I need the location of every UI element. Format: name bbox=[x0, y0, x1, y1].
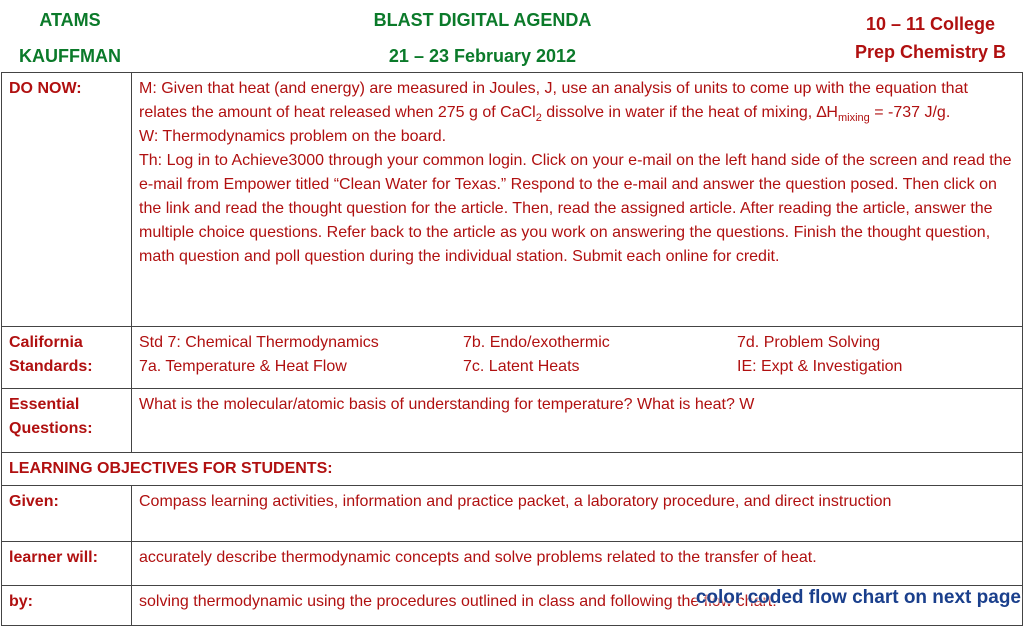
standard-item: Std 7: Chemical Thermodynamics bbox=[139, 334, 379, 351]
given-label: Given: bbox=[2, 486, 132, 542]
course-name-line1: 10 – 11 College bbox=[865, 14, 996, 34]
standard-item: IE: Expt & Investigation bbox=[737, 358, 903, 375]
do-now-thursday: Th: Log in to Achieve3000 through your common login. Click on your e-mail on the left hand side of the screen and read the e-mail from Empower titled “Clean Water for Texas.” Respond to the e-mail and answer the question posed. Then click on the link and read the thought question for the article. Then, read the assigned article. After reading the article, answer the multiple choice questions. Refer back to the article as you work on answering the questions. Finish the thought question, math question and poll question during the individual station. Submit each online for credit. bbox=[139, 152, 1012, 265]
do-now-row bbox=[2, 73, 1023, 327]
teacher-name-line1: ATAMS bbox=[39, 10, 101, 30]
essential-questions-text: What is the molecular/atomic basis of understanding for temperature? What is heat? W bbox=[132, 389, 1023, 453]
do-now-wednesday: W: Thermodynamics problem on the board. bbox=[139, 128, 447, 145]
cacl2-subscript: 2 bbox=[535, 112, 542, 125]
do-now-m-text-end: = -737 J/g. bbox=[869, 104, 951, 121]
objectives-heading-row bbox=[2, 453, 1023, 486]
standard-item: 7d. Problem Solving bbox=[737, 334, 881, 351]
standard-item: 7b. Endo/exothermic bbox=[463, 334, 610, 351]
flow-chart-note: color coded flow chart on next page bbox=[695, 587, 1021, 608]
given-text: Compass learning activities, information and practice packet, a laboratory procedure, and direct instruction bbox=[132, 486, 1023, 542]
standard-item: 7a. Temperature & Heat Flow bbox=[139, 358, 347, 375]
objectives-heading: LEARNING OBJECTIVES FOR STUDENTS: bbox=[2, 453, 1023, 486]
standards-row bbox=[2, 327, 1023, 389]
standards-label: California Standards: bbox=[2, 327, 132, 389]
essential-questions-label: Essential Questions: bbox=[2, 389, 132, 453]
learner-will-row bbox=[2, 542, 1023, 586]
standard-item: 7c. Latent Heats bbox=[463, 358, 580, 375]
learner-will-text: accurately describe thermodynamic concepts and solve problems related to the transfer of heat. bbox=[132, 542, 1023, 586]
by-label: by: bbox=[2, 586, 132, 626]
do-now-content bbox=[132, 73, 1023, 327]
course-name-line2: Prep Chemistry B bbox=[854, 42, 1007, 62]
do-now-label: DO NOW: bbox=[2, 73, 132, 327]
standards-content bbox=[132, 327, 1023, 389]
mixing-subscript: mixing bbox=[837, 112, 870, 125]
teacher-name-line2: KAUFFMAN bbox=[19, 46, 121, 66]
essential-questions-row bbox=[2, 389, 1023, 453]
agenda-table bbox=[1, 72, 1023, 626]
given-row bbox=[2, 486, 1023, 542]
do-now-m-text-mid: dissolve in water if the heat of mixing, ∆H bbox=[541, 104, 838, 121]
do-now-m-text: M: Given that heat (and energy) are measured in Joules, J, use an analysis of units to come up with the equation that relates the amount of heat released when 275 g of CaCl bbox=[139, 80, 968, 121]
learner-will-label: learner will: bbox=[2, 542, 132, 586]
agenda-date: 21 – 23 February 2012 bbox=[388, 46, 577, 66]
do-now-monday bbox=[139, 77, 1015, 125]
by-text: solving thermodynamic using the procedures outlined in class and following the flow chart. bbox=[132, 586, 1023, 626]
agenda-title: BLAST DIGITAL AGENDA bbox=[373, 10, 592, 30]
